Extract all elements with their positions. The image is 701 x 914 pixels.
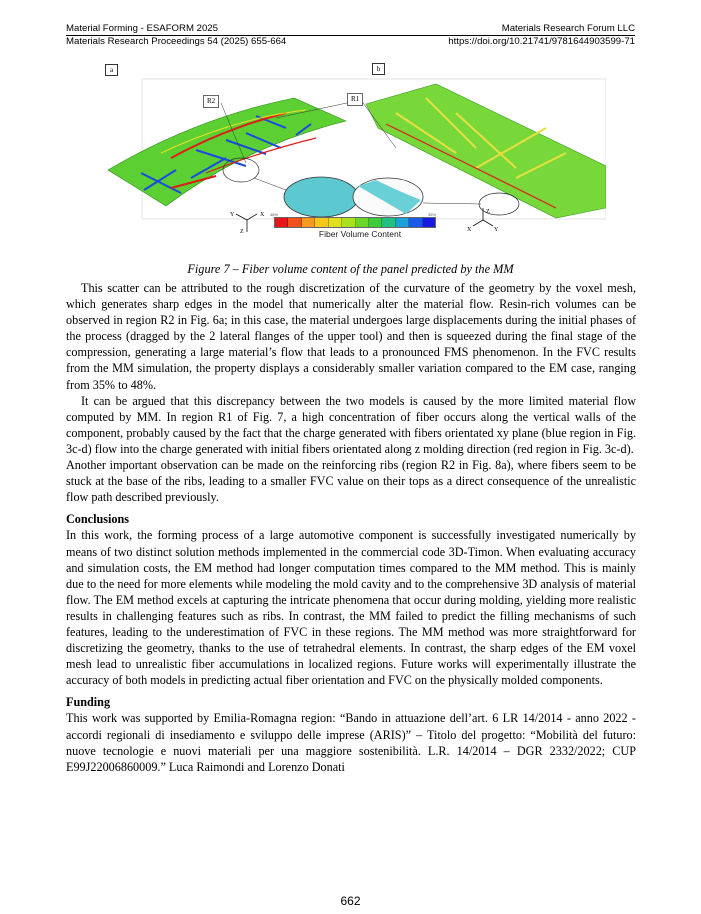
figure-caption: Figure 7 – Fiber volume content of the panel predicted by the MM <box>187 262 514 276</box>
colorbar-segment <box>342 218 355 227</box>
paragraph-conclusions: In this work, the forming process of a large automotive component is successfully investigated numerically by means of two distinct solution methods implemented in the commercial code 3D-Timon. When evaluating accuracy and simulation costs, the EM method had longer computation times compared to the MM method. This is mainly due to the need for more elements while modeling the mold cavity and to the comprehensive 3D analysis of material flow. The EM method excels at capturing the intricate phenomena that occur during molding, yielding more realistic results in challenging features such as ribs. In contrast, the MM failed to predict the filling mechanisms of such features, leading to the underestimation of FVC in these regions. The MM method was more straightforward for discretizing the geometry, thanks to the use of tetrahedral elements. In contrast, the sharp edges of the EM voxel mesh lead to unrealistic fiber accumulations in localized regions. Future works will experimentally illustrate the accuracy of both models in predicting actual fiber orientation and FVC on the physically molded components. <box>66 528 636 688</box>
colorbar-segment <box>302 218 315 227</box>
colorbar-segment <box>329 218 342 227</box>
conference-name: Material Forming - ESAFORM 2025 <box>66 23 218 34</box>
panel-a-label: a <box>105 64 118 76</box>
colorbar-segment <box>409 218 422 227</box>
panel-b-label: b <box>372 63 385 75</box>
body-text <box>66 280 636 775</box>
colorbar-segment <box>288 218 301 227</box>
region-tag-r2: R2 <box>203 95 219 108</box>
colorbar-segment <box>423 218 435 227</box>
colorbar-segment <box>275 218 288 227</box>
running-header-top <box>66 20 635 36</box>
running-header-bottom <box>66 36 635 47</box>
paragraph-discrepancy: It can be argued that this discrepancy between the two models is caused by the more limited material flow computed by MM. In region R1 of Fig. 7, a high concentration of fiber occurs along the vertical walls of the component, probably caused by the fact that the charge generated with fibers orientated xy plane (blue region in Fig. 3c-d) flow into the charge generated with initial fibers orientated along z molding direction (red region in Fig. 3c-d). <box>66 393 636 456</box>
axis-a-z: Z <box>240 229 244 235</box>
colorbar <box>274 217 436 228</box>
conclusions-heading: Conclusions <box>66 512 129 527</box>
colorbar-title: Fiber Volume Content <box>318 229 402 239</box>
axis-triad-b <box>473 208 493 226</box>
region-tag-r1: R1 <box>347 93 363 106</box>
colorbar-min-label: 48% <box>270 212 279 217</box>
colorbar-segment <box>356 218 369 227</box>
paragraph-scatter: This scatter can be attributed to the rough discretization of the curvature of the geometry by the voxel mesh, which generates sharp edges in the model that numerically alter the material flow. Resin-rich volumes can be observed in region R2 in Fig. 6a; in this case, the material undergoes large displacements during the initial phases of the process (dragged by the 2 lateral flanges of the upper tool) and then is squeezed during the final stage of the compression, generating a large material’s flow that leads to a pronounced FMS phenomenon. In the FVC results from the MM simulation, the property displays a considerably smaller variation compared to the EM case, ranging from 35% to 48%. <box>66 281 636 392</box>
funding-heading: Funding <box>66 695 111 710</box>
paragraph-funding: This work was supported by Emilia-Romagna region: “Bando in attuazione dell’art. 6 LR 14/2014 - anno 2022 - accordi regionali di insediamento e sviluppo delle imprese (ARIS)” – Titolo del progetto: “Mobilità del futuro: nuove tecnologie e nuovi materiali per una maggiore sostenibilità. L.R. 14/2014 – DGR 2332/2022; CUP E99J22006860009.” Luca Raimondi and Lorenzo Donati <box>66 711 636 774</box>
colorbar-segment <box>369 218 382 227</box>
paragraph-ribs: Another important observation can be made on the reinforcing ribs (region R2 in Fig. 8a), where fibers seem to be stuck at the base of the ribs, leading to a smaller FVC value on their tops as a direct consequence of the unrealistic flow path described previously. <box>66 458 636 505</box>
page-number: 662 <box>340 894 361 908</box>
axis-b-y: Y <box>494 227 499 233</box>
publisher-name: Materials Research Forum LLC <box>501 23 635 34</box>
detail-view-a <box>284 177 358 217</box>
doi-link[interactable]: https://doi.org/10.21741/9781644903599-71 <box>448 36 635 47</box>
axis-a-x: X <box>260 212 265 218</box>
proceedings-citation: Materials Research Proceedings 54 (2025) 655-664 <box>66 36 287 47</box>
colorbar-segment <box>396 218 409 227</box>
axis-a-y: Y <box>230 212 235 218</box>
axis-b-x: X <box>467 227 472 233</box>
axis-b-z: Z <box>486 209 490 215</box>
colorbar-max-label: 35% <box>428 212 437 217</box>
colorbar-segment <box>382 218 395 227</box>
colorbar-segment <box>315 218 328 227</box>
